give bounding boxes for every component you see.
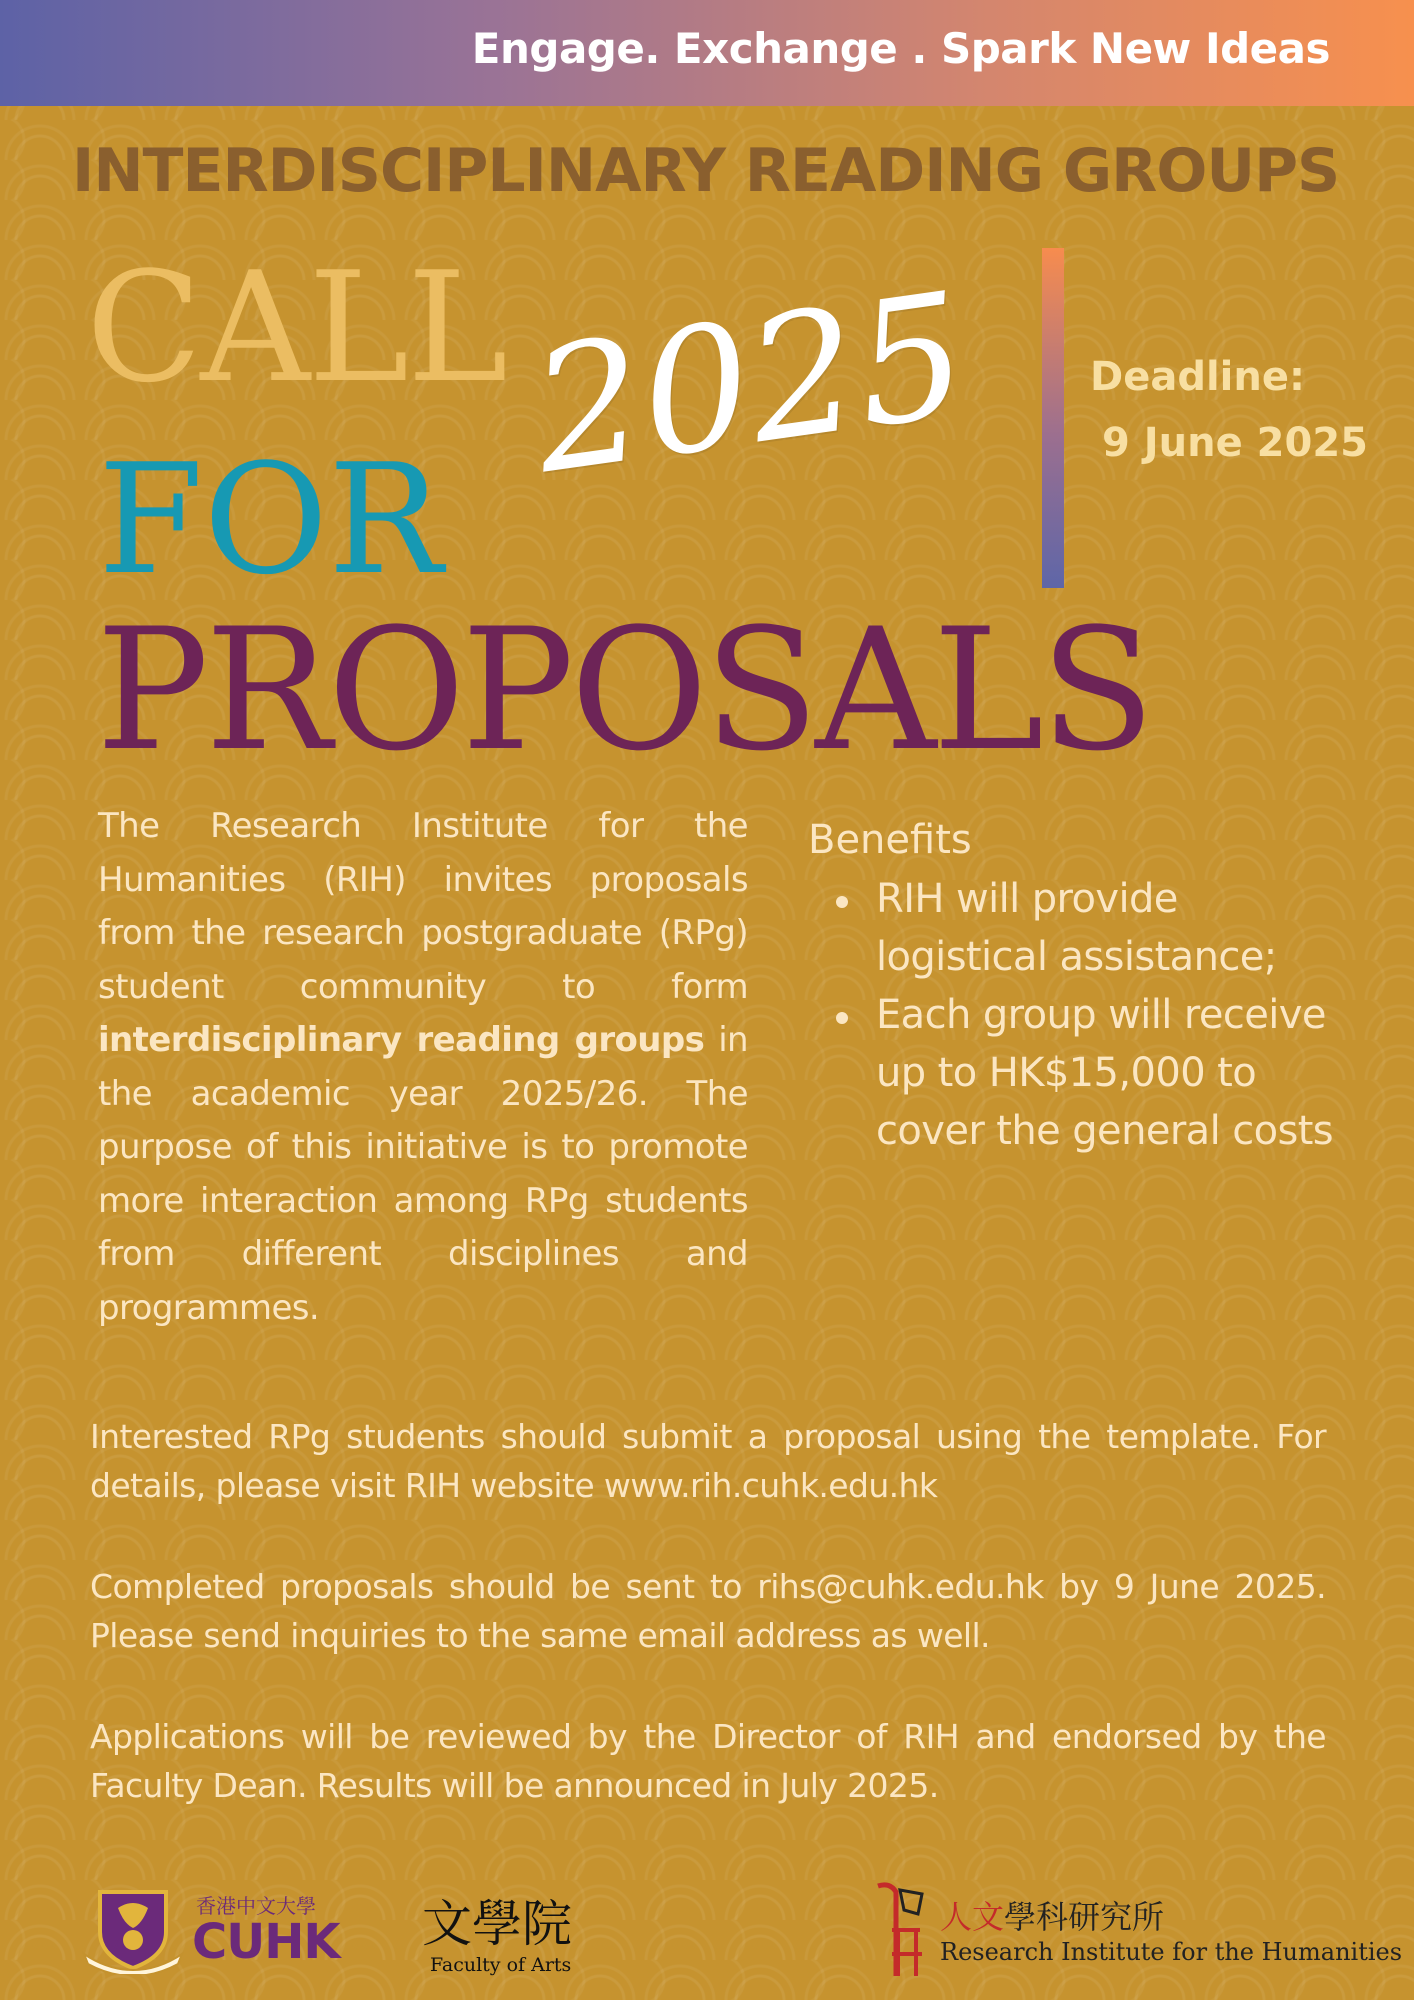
top-banner <box>0 0 1414 106</box>
cuhk-logo <box>78 1884 348 1974</box>
rih-emblem-icon <box>870 1880 930 1980</box>
cuhk-name-zh: 香港中文大學 <box>196 1894 316 1918</box>
rih-name-zh-red: 人文 <box>940 1898 1005 1936</box>
submission-paragraph: Interested RPg students should submit a proposal using the template. For details, please visit RIH website www.rih.cuhk.edu.hk <box>90 1417 1326 1505</box>
benefits-list <box>808 870 1348 1160</box>
headline-year: 2025 <box>522 255 979 513</box>
benefit-item: RIH will provide logistical assistance; <box>808 870 1348 986</box>
cuhk-name-en: CUHK <box>192 1914 340 1970</box>
deadline-divider <box>1042 248 1064 588</box>
intro-paragraph <box>98 800 748 1335</box>
headline-for: FOR <box>98 431 443 608</box>
rih-name-zh-dark: 學科研究所 <box>1004 1898 1165 1936</box>
intro-text-bold: interdisciplinary reading groups <box>98 1020 705 1060</box>
arts-name-zh: 文學院 <box>422 1895 572 1953</box>
review-paragraph: Applications will be reviewed by the Director of RIH and endorsed by the Faculty Dean. Results will be announced in July 2025. <box>90 1717 1326 1805</box>
benefit-item: Each group will receive up to HK$15,000 to cover the general costs <box>808 986 1348 1160</box>
intro-text-end: in the academic year 2025/26. The purpose of this initiative is to promote more interaction among RPg students from different disciplines and programmes. <box>98 1020 748 1328</box>
faculty-of-arts-logo <box>420 1882 580 1982</box>
intro-text-start: The Research Institute for the Humanities (RIH) invites proposals from the research postgraduate (RPg) student community to form <box>98 806 748 1007</box>
rih-logo <box>870 1880 1403 1980</box>
deadline-block <box>1090 344 1368 476</box>
headline-call: CALL <box>86 239 506 416</box>
deadline-label: Deadline: <box>1090 354 1305 400</box>
cuhk-crest-icon <box>78 1884 188 1974</box>
contact-paragraph: Completed proposals should be sent to rihs@cuhk.edu.hk by 9 June 2025. Please send inquiries to the same email address as well. <box>90 1567 1326 1655</box>
benefits-heading: Benefits <box>808 817 972 863</box>
tagline: Engage. Exchange . Spark New Ideas <box>471 24 1330 73</box>
rih-name-zh <box>940 1892 1164 1938</box>
arts-name-en: Faculty of Arts <box>430 1954 572 1976</box>
benefits-section <box>808 812 1348 1160</box>
series-title: INTERDISCIPLINARY READING GROUPS <box>72 136 1340 206</box>
rih-name-en: Research Institute for the Humanities <box>940 1938 1403 1966</box>
deadline-date: 9 June 2025 <box>1102 420 1368 466</box>
headline-proposals: PROPOSALS <box>96 592 1152 788</box>
